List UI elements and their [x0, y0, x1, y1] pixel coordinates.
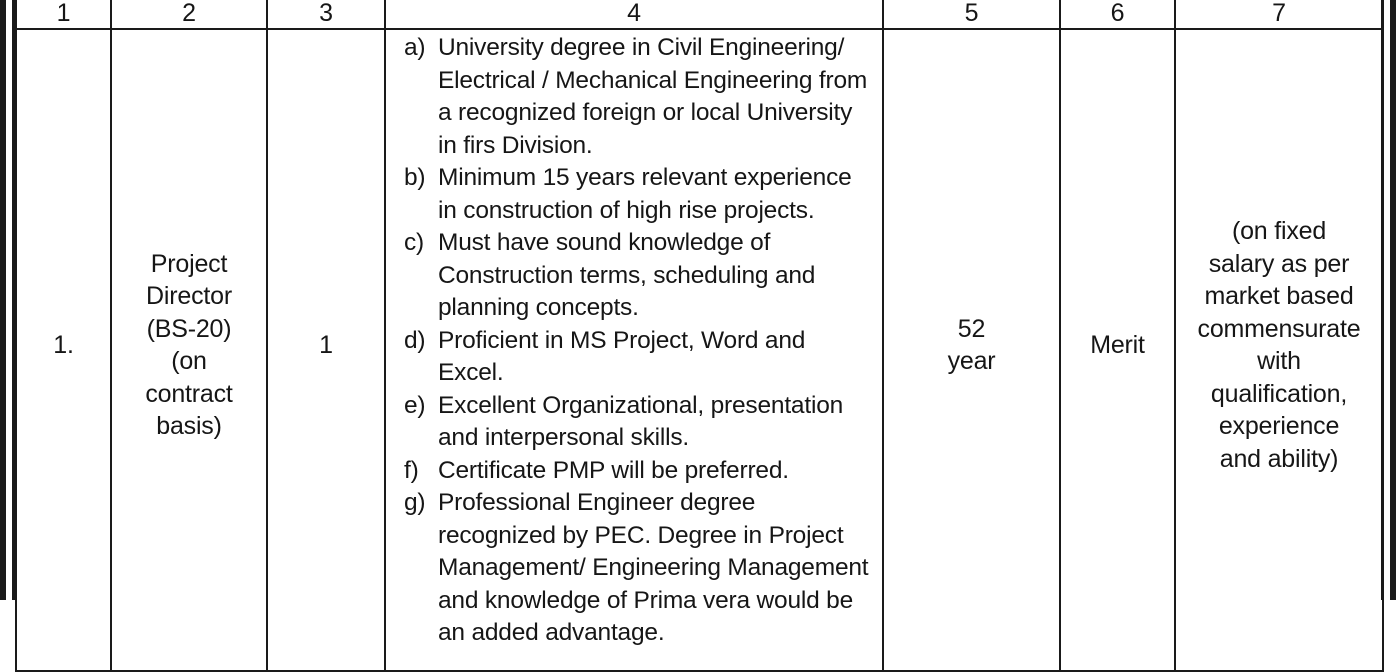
qualification-marker: g) — [404, 489, 426, 516]
salary-line: (on fixed — [1231, 217, 1327, 245]
post-name — [112, 248, 266, 443]
qualification-text: University degree in Civil Engineering/ Electrical / Mechanical Engineering from a recognized foreign or local University in firs Division. — [438, 34, 868, 159]
column-number-4: 4 — [385, 0, 883, 29]
qualification-text: Excellent Organizational, presentation and interpersonal skills. — [438, 391, 844, 451]
post-name-line: (on — [171, 347, 207, 375]
salary-line: salary as per — [1208, 249, 1350, 278]
qualification-text: Professional Engineer degree recognized by PEC. Degree in Project Management/ Engineering Management and knowledge of Prima vera would be an added advantage. — [438, 489, 869, 646]
qualification-item — [404, 32, 872, 162]
column-number-1: 1 — [16, 0, 111, 29]
age-limit-cell — [883, 29, 1060, 671]
qualification-marker: f) — [404, 456, 419, 484]
post-name-line: Director — [146, 282, 232, 310]
qualification-text: Certificate PMP will be preferred. — [438, 456, 789, 484]
column-number-5: 5 — [883, 0, 1060, 29]
qualification-text: Must have sound knowledge of Construction terms, scheduling and planning concepts. — [438, 229, 816, 321]
qualification-marker: b) — [404, 164, 426, 191]
salary-line: qualification, — [1210, 379, 1348, 408]
qualification-marker: d) — [404, 326, 426, 354]
salary-line: and ability) — [1219, 444, 1339, 473]
qualification-text: Minimum 15 years relevant experience in construction of high rise projects. — [438, 164, 852, 224]
qualification-item — [404, 455, 872, 488]
qualification-marker: e) — [404, 391, 426, 419]
serial-number: 1. — [53, 330, 74, 359]
age-limit-line: year — [947, 347, 996, 375]
qualification-list — [404, 32, 872, 650]
selection-cell — [1060, 29, 1175, 671]
post-name-line: basis) — [156, 412, 222, 440]
qualification-text: Proficient in MS Project, Word and Excel. — [438, 326, 806, 386]
qualification-item — [404, 325, 872, 390]
vacancy-table — [15, 0, 1384, 672]
post-name-line: Project — [150, 249, 228, 278]
column-number-3: 3 — [267, 0, 385, 29]
qualification-cell — [385, 29, 883, 671]
qualification-item — [404, 227, 872, 325]
qualification-marker: a) — [404, 34, 426, 61]
salary-line: commensurate — [1197, 314, 1361, 343]
qualification-item — [404, 162, 872, 227]
post-name-line: (BS-20) — [146, 314, 232, 343]
age-limit-line: 52 — [957, 314, 986, 343]
column-number-7: 7 — [1175, 0, 1383, 29]
post-name-cell — [111, 29, 267, 671]
salary-line: market based — [1204, 282, 1354, 310]
age-limit — [884, 313, 1059, 378]
column-number-6: 6 — [1060, 0, 1175, 29]
qualification-marker: c) — [404, 229, 425, 256]
salary-terms — [1176, 215, 1382, 475]
selection-basis: Merit — [1090, 330, 1145, 359]
table-row — [16, 29, 1383, 671]
salary-line: experience — [1218, 412, 1340, 440]
qualification-item — [404, 487, 872, 650]
page-border-left-outer — [0, 0, 6, 600]
post-name-line: contract — [145, 379, 233, 408]
serial-number-cell — [16, 29, 111, 671]
qualification-item — [404, 390, 872, 455]
column-number-2: 2 — [111, 0, 267, 29]
column-number-row — [16, 0, 1383, 29]
positions-cell — [267, 29, 385, 671]
salary-cell — [1175, 29, 1383, 671]
salary-line: with — [1257, 347, 1301, 375]
positions-count: 1 — [319, 330, 333, 359]
page-border-right-outer — [1390, 0, 1396, 600]
